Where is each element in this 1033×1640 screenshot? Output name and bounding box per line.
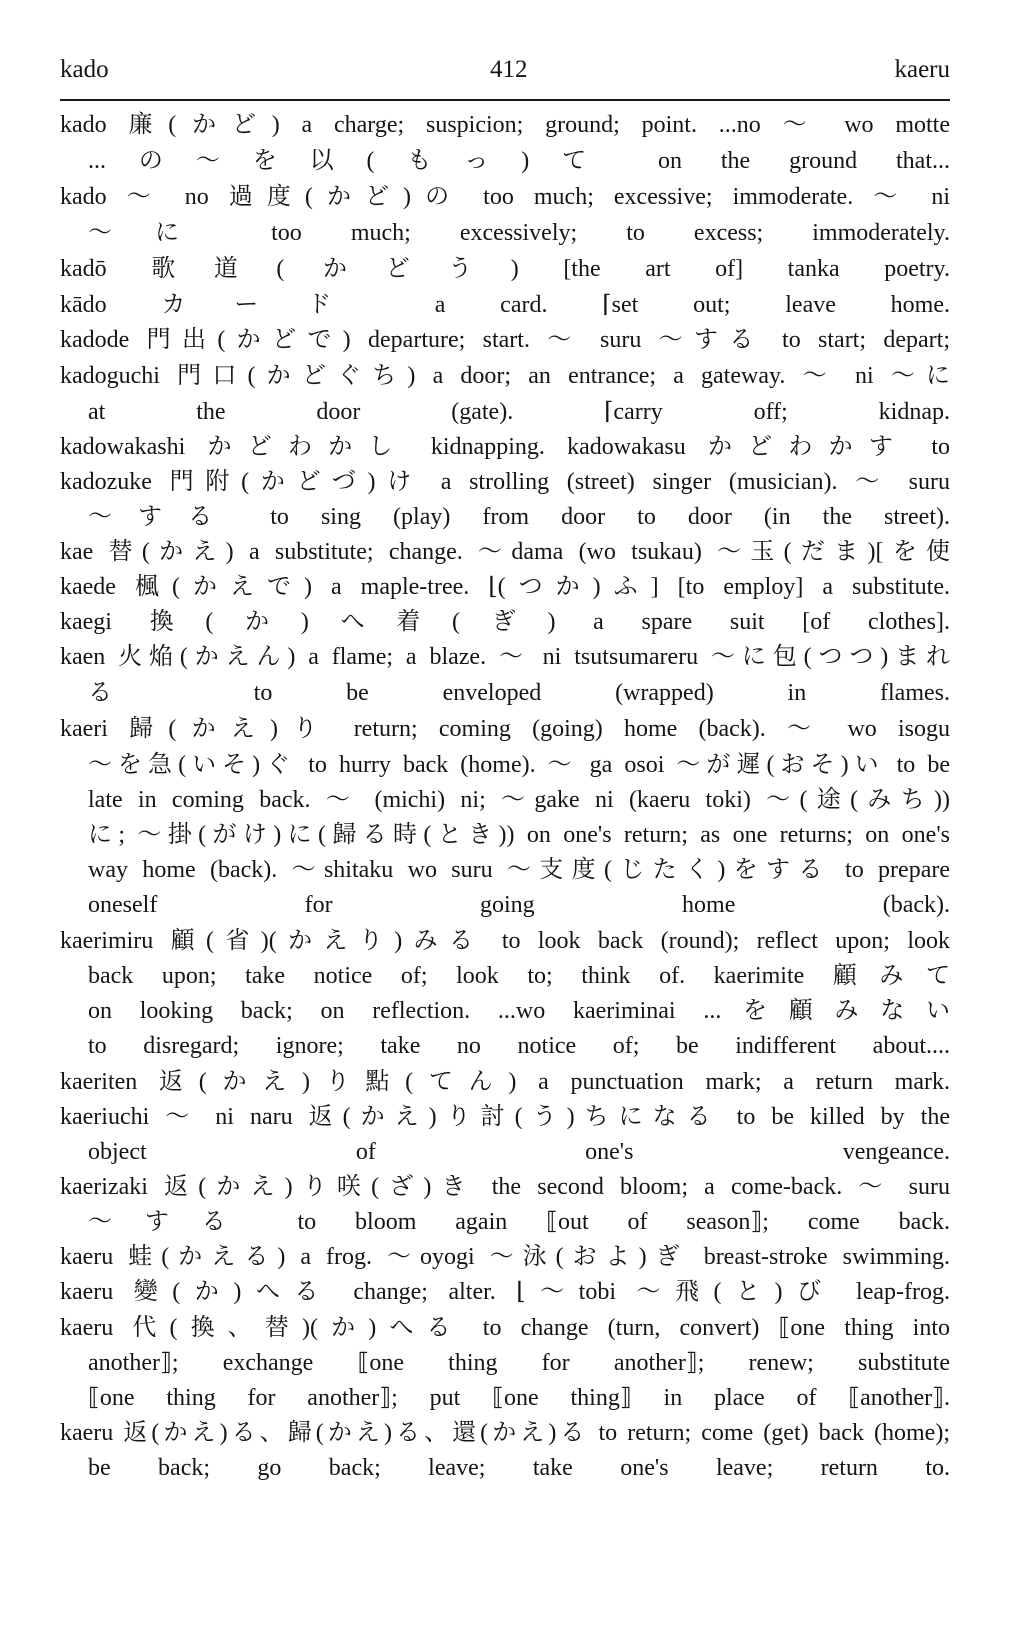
entry-line: to disregard; ignore; take no notice of; be indifferent about.... <box>88 1033 950 1059</box>
entry-line: ～する to sing (play) from door to door (in the street). <box>88 504 950 530</box>
entry-line: kaeriuchi ～ ni naru 返(かえ)り討(う)ちになる to be killed by the <box>60 1104 950 1130</box>
entry-line: kadō 歌道(かどう) [the art of] tanka poetry. <box>60 256 950 282</box>
entry-line: way home (back). ～shitaku wo suru ～支度(じたく)をする to prepare <box>88 857 950 883</box>
entry-line: another⟧; exchange ⟦one thing for another⟧; renew; substitute <box>88 1350 950 1376</box>
entry-line: object of one's vengeance. <box>88 1139 950 1165</box>
entry-line: ～に too much; excessively; to excess; immoderately. <box>88 220 950 246</box>
entry-line: ...の～を以(もっ)て on the ground that... <box>88 148 950 174</box>
entry-line: ～する to bloom again ⟦out of season⟧; come back. <box>88 1209 950 1235</box>
entry-line: kaeru 蛙(かえる) a frog. ～oyogi ～泳(およ)ぎ breast-stroke swimming. <box>60 1244 950 1270</box>
entry-line: kaede 楓(かえで) a maple-tree. ⌊(つか)ふ] [to employ] a substitute. <box>60 574 950 600</box>
entry-line: kaerimiru 顧(省)(かえり)みる to look back (round); reflect upon; look <box>60 928 950 954</box>
entry-line: kadode 門出(かどで) departure; start. ～ suru ～する to start; depart; <box>60 327 950 353</box>
entry-line: kadoguchi 門口(かどぐち) a door; an entrance; a gateway. ～ ni ～に <box>60 363 950 389</box>
entry-line: kaeru 代(換、替)(か)へる to change (turn, convert) ⟦one thing into <box>60 1315 950 1341</box>
entry-line: ⟦one thing for another⟧; put ⟦one thing⟧ in place of ⟦another⟧. <box>88 1385 950 1411</box>
entry-line: be back; go back; leave; take one's leave; return to. <box>88 1455 950 1481</box>
entry-line: kadozuke 門附(かどづ)け a strolling (street) singer (musician). ～ suru <box>60 469 950 495</box>
entry-line: kaeru 變(か)へる change; alter. ⌊～tobi ～飛(と)び leap-frog. <box>60 1279 950 1305</box>
entry-line: に; ～掛(がけ)に(歸る時(とき)) on one's return; as one returns; on one's <box>88 822 950 848</box>
entry-line: back upon; take notice of; look to; think of. kaerimite 顧みて <box>88 963 950 989</box>
page-number: 412 <box>490 56 528 83</box>
entry-line: kaen 火焔(かえん) a flame; a blaze. ～ ni tsutsumareru ～に包(つつ)まれ <box>60 644 950 670</box>
entry-line: kaerizaki 返(かえ)り咲(ざ)き the second bloom; a come-back. ～ suru <box>60 1174 950 1200</box>
entry-line: kaeriten 返(かえ)り點(てん) a punctuation mark; a return mark. <box>60 1069 950 1095</box>
header-right-guide-word: kaeru <box>894 56 950 83</box>
entry-line: at the door (gate). ⌈carry off; kidnap. <box>88 399 950 425</box>
entry-line: kado 廉(かど) a charge; suspicion; ground; point. ...no ～ wo motte <box>60 112 950 138</box>
header-left-guide-word: kado <box>60 56 109 83</box>
entry-line: kae 替(かえ) a substitute; change. ～dama (wo tsukau) ～玉(だま)[を使 <box>60 539 950 565</box>
entry-line: ～を急(いそ)ぐ to hurry back (home). ～ ga osoi ～が遲(おそ)い to be <box>88 752 950 778</box>
entry-line: oneself for going home (back). <box>88 892 950 918</box>
entry-line: kado ～ no 過度(かど)の too much; excessive; immoderate. ～ ni <box>60 184 950 210</box>
entry-line: kaeri 歸(かえ)り return; coming (going) home (back). ～ wo isogu <box>60 716 950 742</box>
entry-line: kadowakashi かどわかし kidnapping. kadowakasu かどわかす to <box>60 434 950 460</box>
entry-line: late in coming back. ～ (michi) ni; ～gake ni (kaeru toki) ～(途(みち)) <box>88 787 950 813</box>
entry-line: on looking back; on reflection. ...wo kaeriminai ...を顧みない <box>88 998 950 1024</box>
entry-line: kaegi 換(か)へ着(ぎ) a spare suit [of clothes]. <box>60 609 950 635</box>
entry-line: kaeru 返(かえ)る、歸(かえ)る、還(かえ)る to return; come (get) back (home); <box>60 1420 950 1446</box>
entry-line: kādo カード a card. ⌈set out; leave home. <box>60 292 950 318</box>
entry-line: る to be enveloped (wrapped) in flames. <box>88 680 950 706</box>
